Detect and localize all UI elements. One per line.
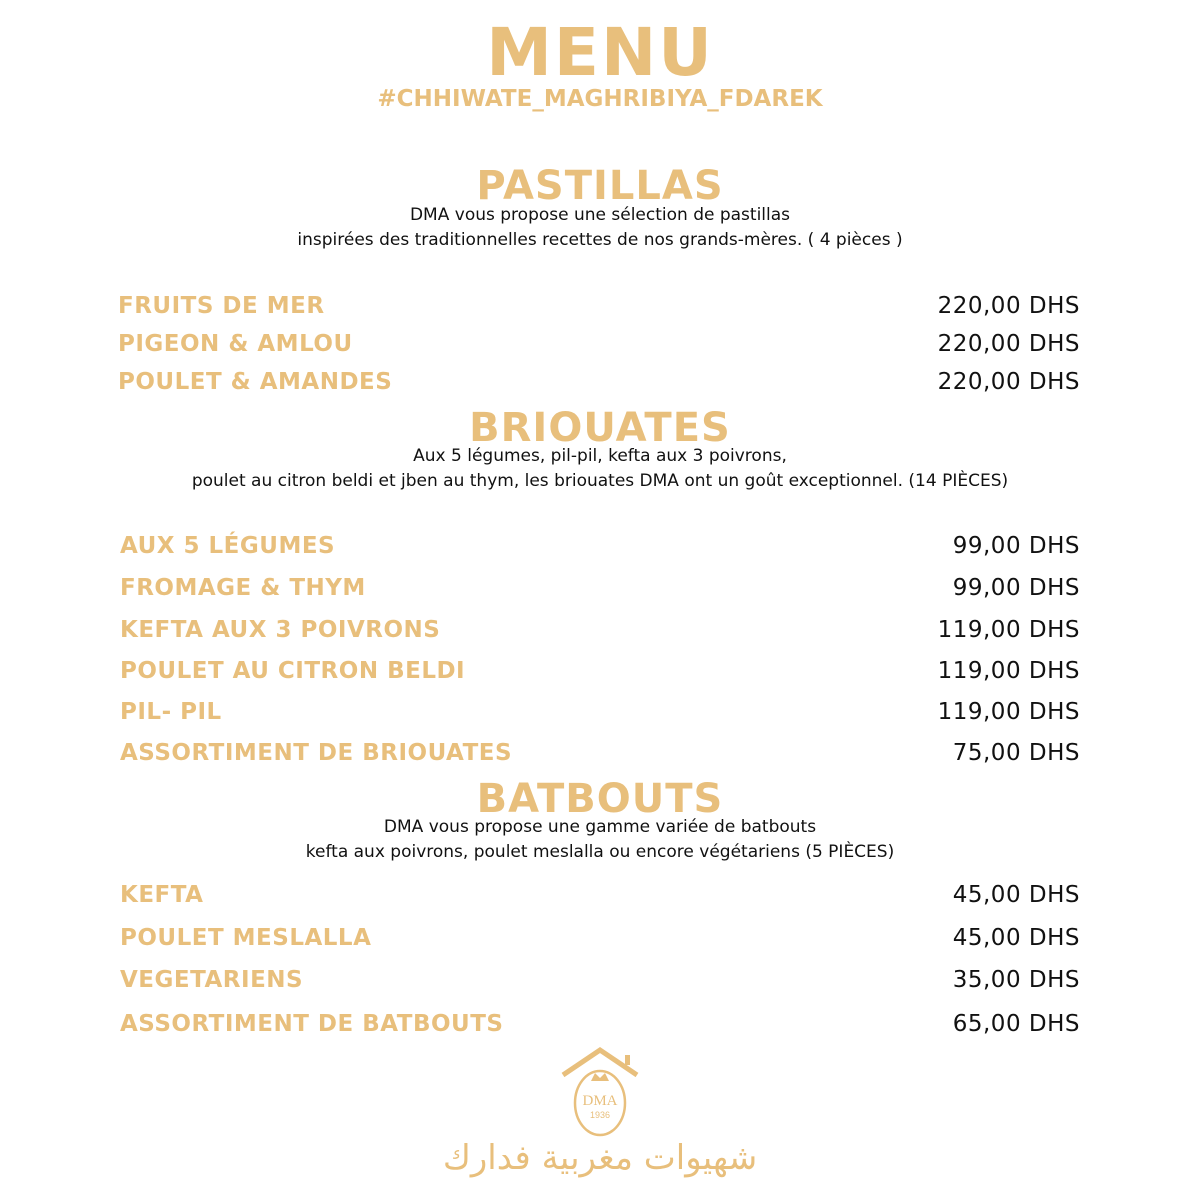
section-desc: DMA vous propose une sélection de pastillas: [409, 205, 791, 225]
menu-item: [120, 573, 1080, 603]
hashtag: #CHHIWATE_MAGHRIBIYA_FDAREK: [377, 86, 823, 112]
item-price: 220,00 DHS: [937, 331, 1080, 357]
item-price: 119,00 DHS: [937, 617, 1080, 643]
item-price: 119,00 DHS: [937, 658, 1080, 684]
item-name: POULET AU CITRON BELDI: [120, 658, 466, 684]
arabic-slogan: شهيوات مغربية فدارك: [442, 1138, 758, 1178]
logo-text: DMA: [582, 1093, 618, 1109]
section-desc: Aux 5 légumes, pil-pil, kefta aux 3 poivrons,: [413, 446, 787, 466]
item-price: 119,00 DHS: [937, 699, 1080, 725]
item-price: 35,00 DHS: [952, 967, 1080, 993]
item-name: PIGEON & AMLOU: [118, 331, 353, 357]
item-name: ASSORTIMENT DE BATBOUTS: [120, 1011, 504, 1037]
section-desc: poulet au citron beldi et jben au thym, les briouates DMA ont un goût exceptionnel. (14 PIÈCES): [191, 471, 1009, 491]
menu-item: [120, 656, 1080, 686]
section-desc: inspirées des traditionnelles recettes de nos grands-mères. ( 4 pièces ): [297, 230, 903, 250]
item-name: KEFTA: [120, 882, 204, 908]
section-desc: kefta aux poivrons, poulet meslalla ou encore végétariens (5 PIÈCES): [305, 842, 895, 862]
menu-item: [120, 1009, 1080, 1039]
item-price: 45,00 DHS: [952, 925, 1080, 951]
item-price: 75,00 DHS: [952, 740, 1080, 766]
menu-item: [118, 329, 1080, 359]
menu-item: [120, 965, 1080, 995]
dma-logo: [555, 1045, 645, 1140]
section-title-briouates: BRIOUATES: [469, 405, 731, 451]
item-name: POULET & AMANDES: [118, 369, 393, 395]
item-name: VEGETARIENS: [120, 967, 304, 993]
menu-item: [118, 291, 1080, 321]
item-price: 45,00 DHS: [952, 882, 1080, 908]
item-name: POULET MESLALLA: [120, 925, 372, 951]
menu-item: [120, 615, 1080, 645]
item-name: PIL- PIL: [120, 699, 222, 725]
logo-year: 1936: [589, 1110, 611, 1120]
item-price: 65,00 DHS: [952, 1011, 1080, 1037]
item-price: 99,00 DHS: [952, 575, 1080, 601]
item-name: KEFTA AUX 3 POIVRONS: [120, 617, 441, 643]
section-title-pastillas: PASTILLAS: [476, 163, 724, 209]
item-name: AUX 5 LÉGUMES: [120, 533, 336, 559]
menu-item: [120, 880, 1080, 910]
menu-item: [120, 738, 1080, 768]
menu-item: [120, 531, 1080, 561]
menu-item: [120, 923, 1080, 953]
item-name: ASSORTIMENT DE BRIOUATES: [120, 740, 513, 766]
item-price: 220,00 DHS: [937, 369, 1080, 395]
menu-title: MENU: [486, 14, 714, 91]
menu-item: [118, 367, 1080, 397]
item-name: FROMAGE & THYM: [120, 575, 366, 601]
menu-item: [120, 697, 1080, 727]
section-title-batbouts: BATBOUTS: [476, 776, 724, 822]
item-price: 220,00 DHS: [937, 293, 1080, 319]
item-name: FRUITS DE MER: [118, 293, 325, 319]
section-desc: DMA vous propose une gamme variée de batbouts: [383, 817, 817, 837]
item-price: 99,00 DHS: [952, 533, 1080, 559]
